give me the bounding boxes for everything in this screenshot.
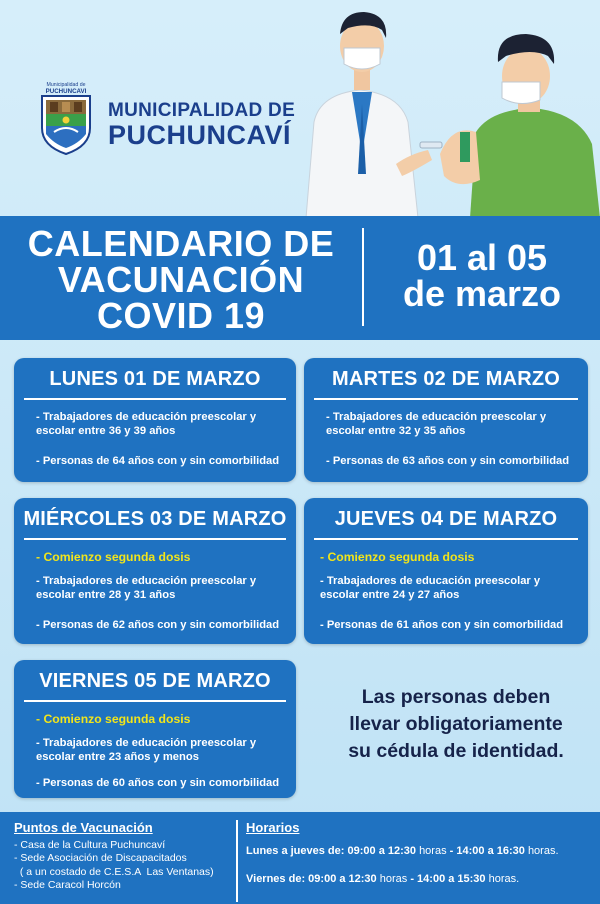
logo-text: Municipalidad de [46, 82, 86, 88]
day-title: JUEVES 04 DE MARZO [334, 508, 558, 530]
day-title: MARTES 02 DE MARZO [331, 368, 561, 390]
municipality-name [108, 100, 295, 151]
id-card-notice: Las personas deben llevar obligatoriamente su cédula de identidad. [348, 686, 564, 762]
day-title: LUNES 01 DE MARZO [49, 368, 261, 390]
schedule-fri: Viernes de: 09:00 a 12:30 horas - 14:00 a 15:30 horas. [246, 873, 520, 885]
day-item-workers: - Trabajadores de educación preescolar y escolar entre 28 y 31 años [36, 574, 257, 601]
municipality-line1: MUNICIPALIDAD DE [108, 100, 296, 121]
vaccination-points [14, 820, 234, 892]
day-item-workers: - Trabajadores de educación preescolar y escolar entre 24 y 27 años [320, 574, 541, 601]
day-item-persons: - Personas de 61 años con y sin comorbilidad [320, 618, 564, 631]
schedule-mon-thu: Lunes a jueves de: 09:00 a 12:30 horas - 14:00 a 16:30 horas. [246, 845, 559, 857]
day-item-persons: - Personas de 62 años con y sin comorbilidad [36, 618, 280, 631]
day-card-viernes [14, 660, 296, 798]
footer-divider [236, 820, 238, 902]
calendar-title: CALENDARIO DE VACUNACIÓN COVID 19 [27, 223, 335, 336]
doctor-vaccinating-patient-illustration [300, 4, 600, 218]
day-item-persons: - Personas de 63 años con y sin comorbilidad [326, 454, 570, 467]
points-heading: Puntos de Vacunación [14, 820, 153, 835]
day-item-workers: - Trabajadores de educación preescolar y escolar entre 36 y 39 años [36, 410, 257, 437]
schedule [246, 820, 596, 900]
day-item-second-dose: - Comienzo segunda dosis [36, 549, 191, 564]
list-item: - Casa de la Cultura Puchuncaví [14, 839, 166, 851]
footer [0, 812, 600, 904]
list-item: - Sede Caracol Horcón [14, 878, 121, 891]
day-title: VIERNES 05 DE MARZO [39, 670, 271, 692]
day-title: MIÉRCOLES 03 DE MARZO [23, 508, 287, 530]
hours-heading: Horarios [246, 820, 300, 835]
day-item-workers: - Trabajadores de educación preescolar y escolar entre 23 años y menos [36, 736, 257, 763]
day-item-second-dose: - Comienzo segunda dosis [36, 711, 191, 726]
day-item-second-dose: - Comienzo segunda dosis [320, 549, 475, 564]
day-item-workers: - Trabajadores de educación preescolar y escolar entre 32 y 35 años [326, 410, 547, 437]
day-card-jueves [304, 498, 588, 644]
municipality-line2: PUCHUNCAVÍ [108, 120, 292, 150]
points-list [14, 839, 234, 892]
title-band [0, 216, 600, 340]
day-item-persons: - Personas de 64 años con y sin comorbilidad [36, 454, 280, 467]
municipal-crest-icon [34, 78, 98, 158]
list-item: - Sede Asociación de Discapacitados [14, 852, 187, 865]
date-range: 01 al 05 de marzo [402, 237, 562, 314]
svg-text:PUCHUNCAVI: PUCHUNCAVI [45, 88, 87, 95]
day-item-persons: - Personas de 60 años con y sin comorbilidad [36, 776, 280, 789]
list-item: ( a un costado de C.E.S.A Las Ventanas) [14, 865, 214, 878]
day-card-lunes [14, 358, 296, 482]
day-card-martes [304, 358, 588, 482]
day-card-miercoles [14, 498, 296, 644]
